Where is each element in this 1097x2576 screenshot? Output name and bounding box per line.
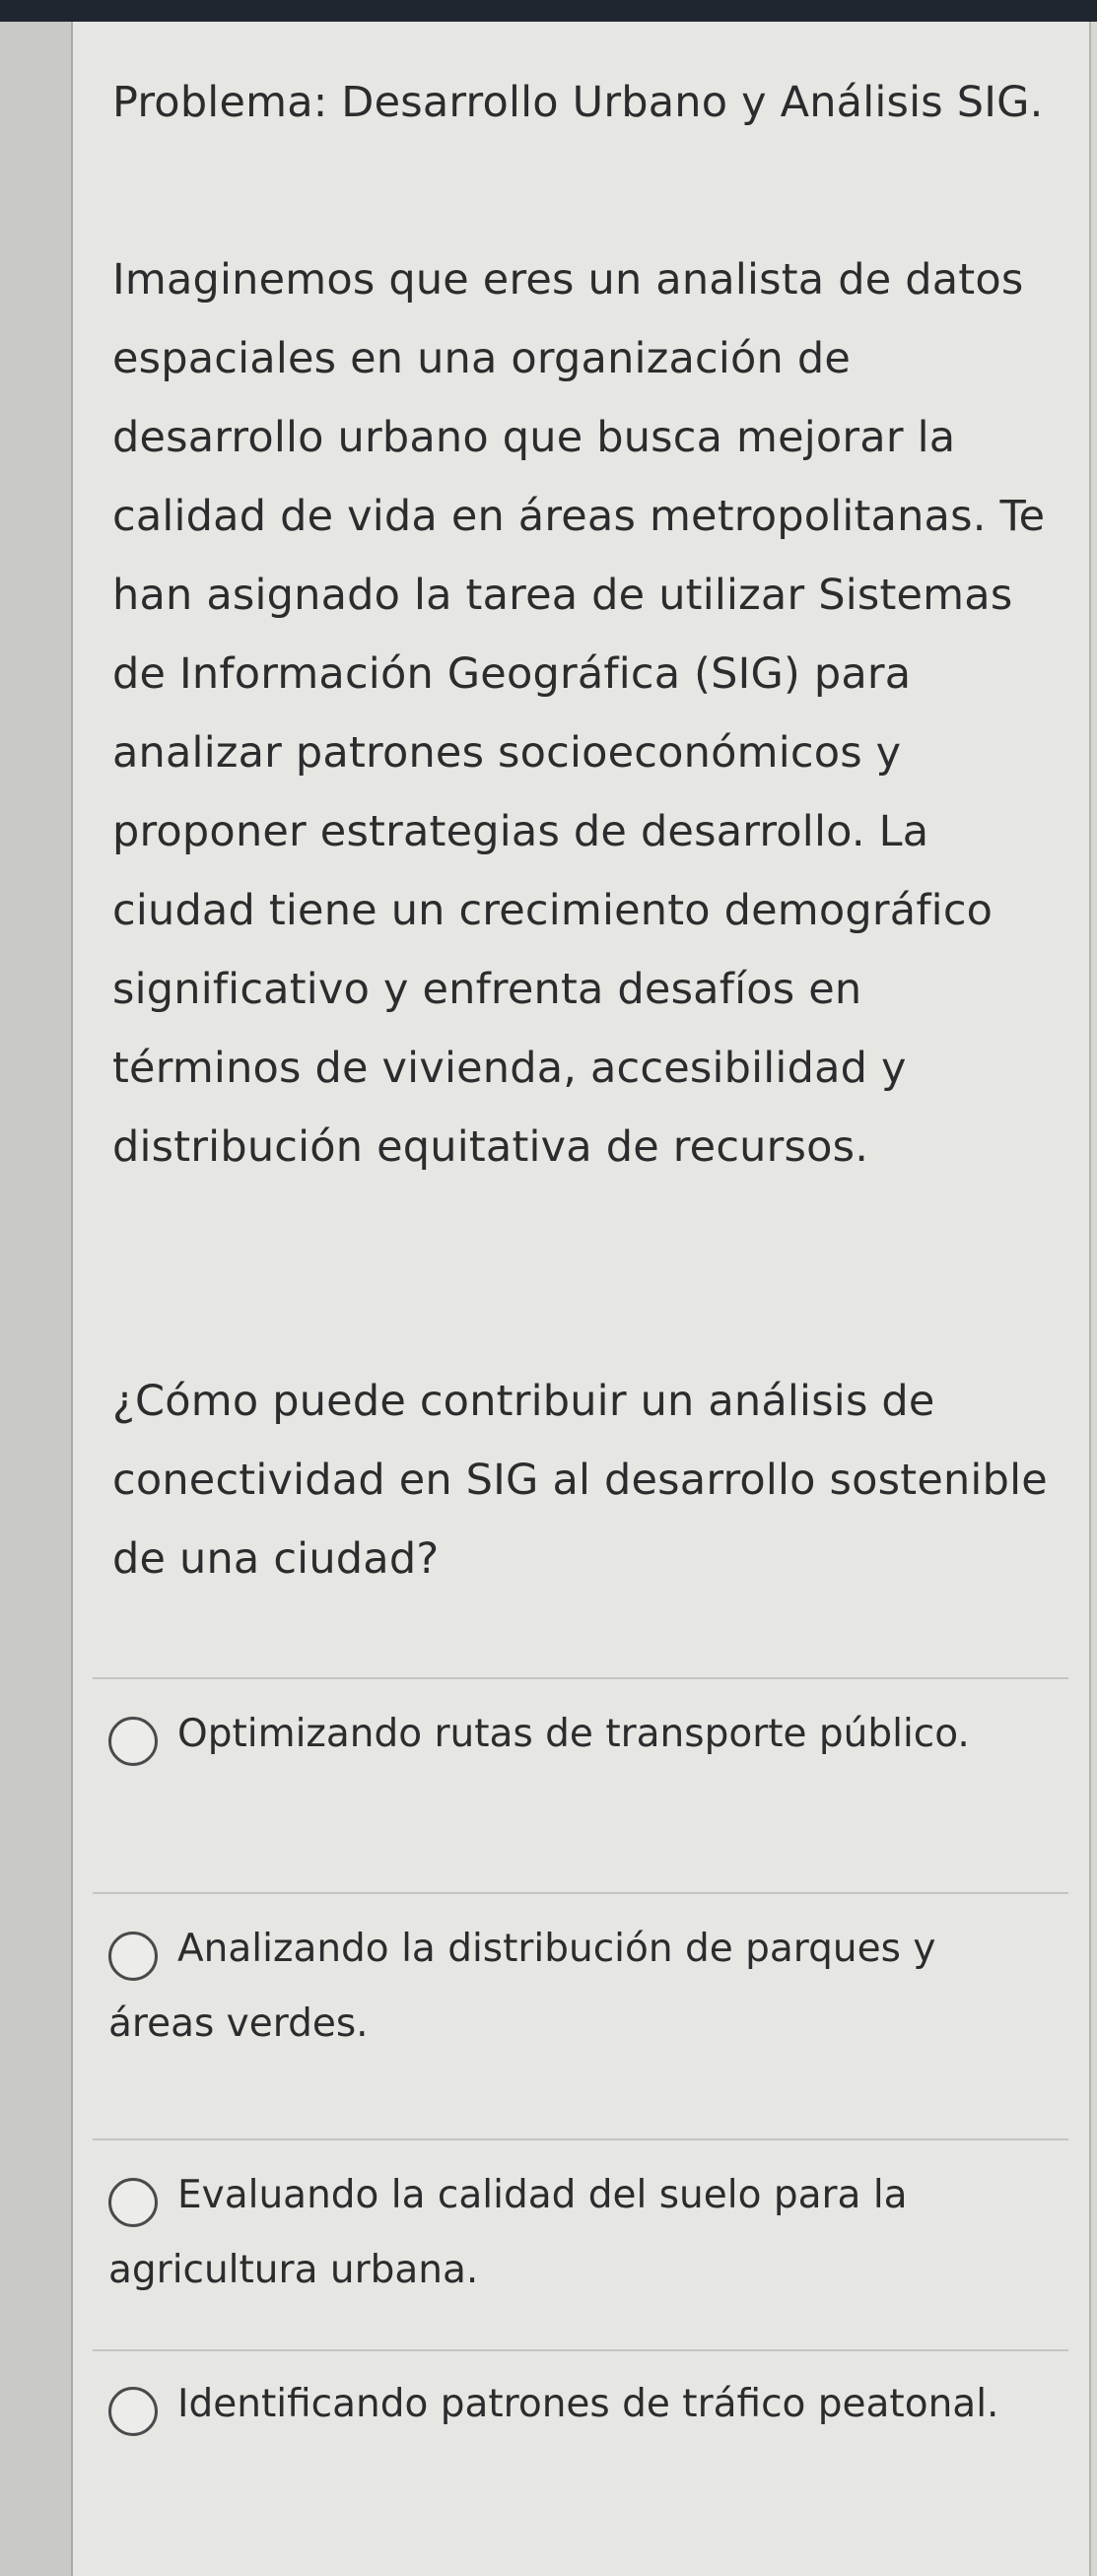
answer-option-2[interactable]	[108, 1912, 1055, 2099]
divider	[93, 2138, 1068, 2140]
divider	[93, 1892, 1068, 1894]
divider	[93, 1677, 1068, 1679]
answer-option-1[interactable]	[108, 1697, 1055, 1884]
divider	[93, 2349, 1068, 2351]
top-bar	[0, 0, 1097, 22]
answer-option-3[interactable]	[108, 2158, 1055, 2345]
problem-scenario: Imaginemos que eres un analista de datos espaciales en una organización de desarrollo urbano que busca mejorar la calidad de vida en áreas metropolitanas. Te han asignado la tarea de utilizar Sistemas de Información Geográfica (SIG) para analizar patrones socioeconómicos y proponer estrategias de desarrollo. La ciudad tiene un crecimiento demográfico significativo y enfrenta desafíos en términos de vivienda, accesibilidad y distribución equitativa de recursos.	[112, 255, 1046, 1172]
page-margin	[0, 22, 71, 2576]
answer-option-4[interactable]	[108, 2367, 1055, 2554]
question-card	[71, 22, 1091, 2576]
question-text: ¿Cómo puede contribuir un análisis de conectividad en SIG al desarrollo sostenible de una ciudad?	[112, 1377, 1048, 1584]
answer-option-label: Optimizando rutas de transporte público.	[177, 1712, 970, 1756]
answer-option-label: Analizando la distribución de parques y áreas verdes.	[108, 1927, 936, 2046]
problem-title: Problema: Desarrollo Urbano y Análisis SIG.	[112, 78, 1044, 127]
answer-option-label: Identificando patrones de tráfico peatonal.	[177, 2382, 999, 2426]
answer-option-label: Evaluando la calidad del suelo para la agricultura urbana.	[108, 2173, 908, 2292]
